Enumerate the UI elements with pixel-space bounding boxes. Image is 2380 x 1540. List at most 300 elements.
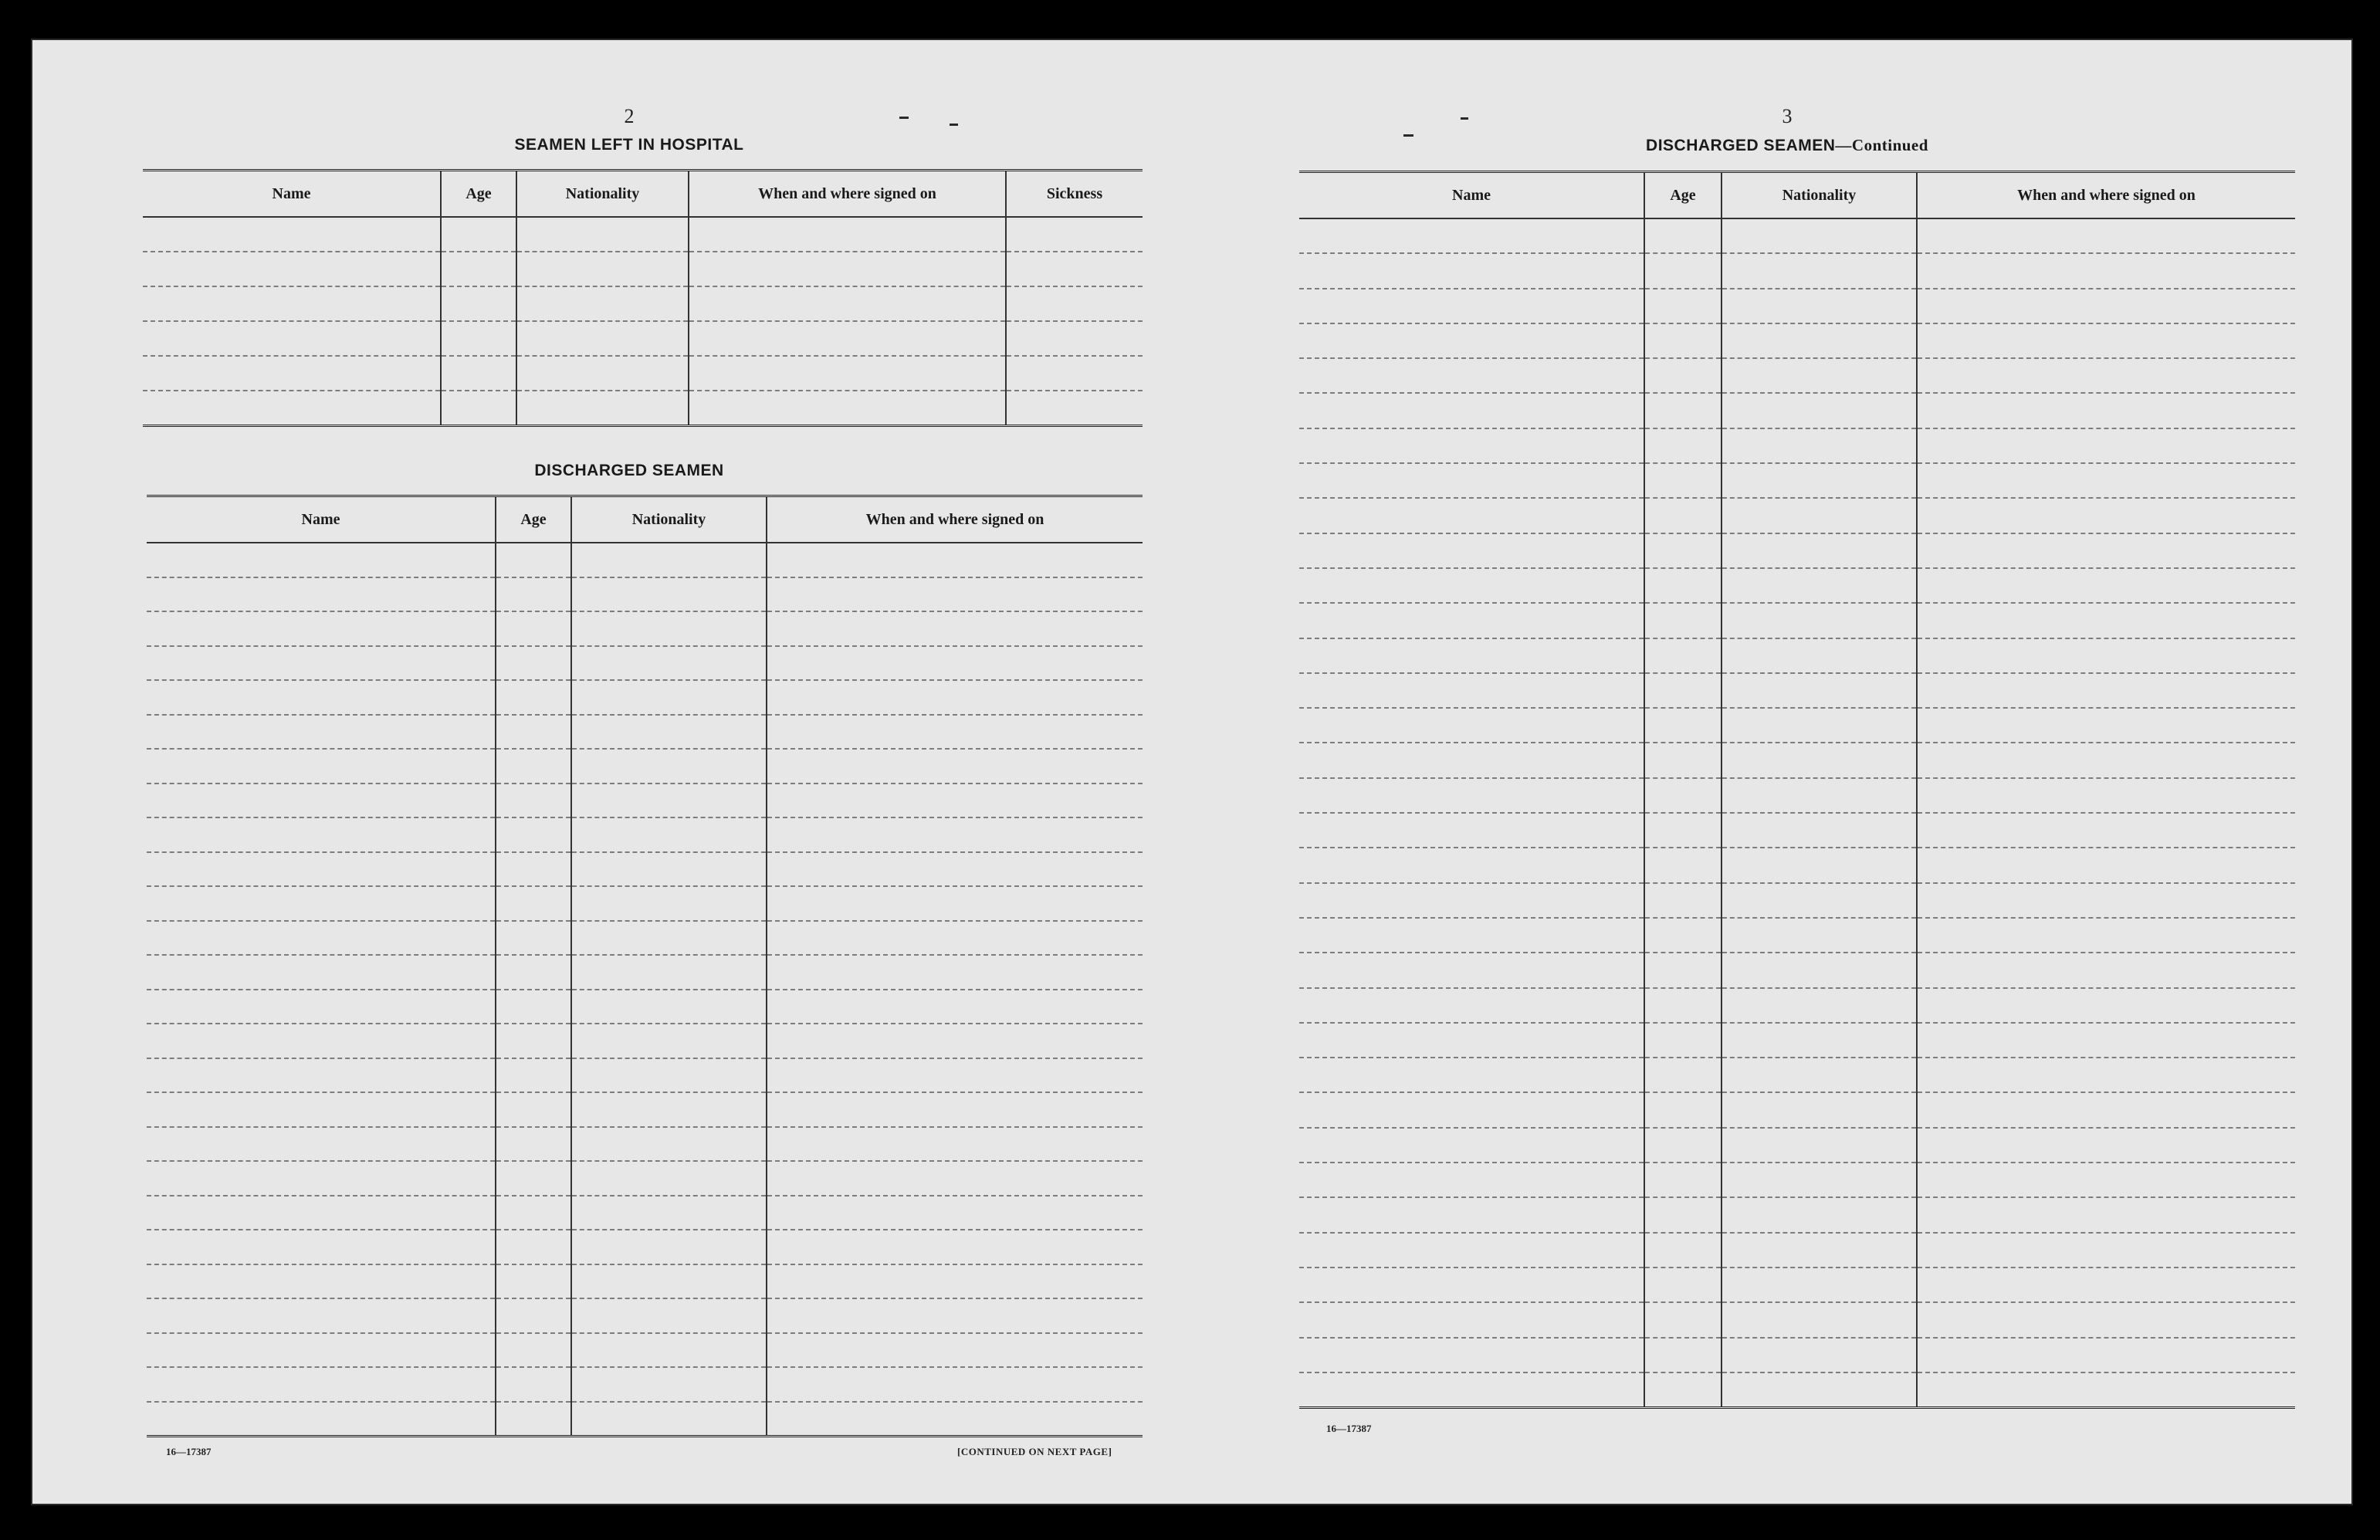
discharged-table [147,495,1143,1437]
blank-entry-cell [1299,1233,1644,1268]
blank-entry-cell [1644,1268,1722,1302]
blank-entry-cell [1917,1058,2295,1092]
blank-entry-cell [1644,638,1722,673]
table-row [147,1333,1143,1368]
blank-entry-cell [1644,848,1722,882]
blank-entry-cell [571,749,767,784]
table-row [147,852,1143,887]
column-header-signed-on: When and where signed on [689,171,1006,218]
blank-entry-cell [1644,813,1722,848]
column-header-sickness: Sickness [1006,171,1143,218]
blank-entry-cell [1917,1163,2295,1197]
blank-entry-cell [1722,848,1917,882]
blank-entry-cell [1722,603,1917,638]
blank-entry-cell [496,852,571,887]
blank-entry-cell [1722,393,1917,428]
blank-entry-cell [571,886,767,921]
blank-entry-cell [147,1230,496,1264]
blank-entry-cell [1644,1338,1722,1372]
blank-entry-cell [767,680,1143,715]
blank-entry-cell [1299,988,1644,1023]
blank-entry-cell [1722,673,1917,708]
blank-entry-cell [1917,289,2295,323]
table-row [1299,568,2295,603]
blank-entry-cell [496,715,571,750]
blank-entry-cell [1299,533,1644,568]
blank-entry-cell [767,784,1143,818]
blank-entry-cell [1644,673,1722,708]
blank-entry-cell [1299,1197,1644,1232]
blank-entry-cell [1006,391,1143,425]
blank-entry-cell [1644,253,1722,288]
form-number: 16—17387 [1326,1423,1372,1434]
blank-entry-cell [147,680,496,715]
blank-entry-cell [767,1402,1143,1437]
blank-entry-cell [147,543,496,577]
table-row [147,1298,1143,1333]
column-header-signed-on: When and where signed on [1917,172,2295,219]
blank-entry-cell [1722,1268,1917,1302]
blank-entry-cell [571,680,767,715]
blank-entry-cell [1299,1023,1644,1058]
blank-entry-cell [496,1367,571,1402]
blank-entry-cell [147,784,496,818]
table-row [143,286,1143,321]
section-title: DISCHARGED SEAMEN [1646,137,1836,154]
blank-entry-cell [571,990,767,1024]
blank-entry-cell [143,286,441,321]
blank-entry-cell [1299,289,1644,323]
hospital-section-title: SEAMEN LEFT IN HOSPITAL [514,136,744,154]
blank-entry-cell [1722,289,1917,323]
blank-entry-cell [1722,1197,1917,1232]
discharged-section-title: DISCHARGED SEAMEN [534,462,724,479]
table-row [1299,883,2295,918]
continued-note: [CONTINUED ON NEXT PAGE] [957,1446,1112,1457]
blank-entry-cell [1644,323,1722,358]
blank-entry-cell [767,852,1143,887]
blank-entry-cell [1644,918,1722,953]
blank-entry-cell [1722,953,1917,987]
blank-entry-cell [1644,1163,1722,1197]
blank-entry-cell [1722,568,1917,603]
blank-entry-cell [689,321,1006,356]
table-row [1299,848,2295,882]
blank-entry-cell [1722,1338,1917,1372]
blank-entry-cell [689,286,1006,321]
blank-entry-cell [1722,1163,1917,1197]
blank-entry-cell [1644,393,1722,428]
blank-entry-cell [767,921,1143,956]
blank-entry-cell [1006,321,1143,356]
blank-entry-cell [767,886,1143,921]
blank-entry-cell [1917,218,2295,253]
blank-entry-cell [1644,708,1722,743]
blank-entry-cell [496,955,571,990]
blank-entry-cell [767,1367,1143,1402]
table-row [143,321,1143,356]
blank-entry-cell [1299,498,1644,533]
blank-entry-cell [147,1367,496,1402]
blank-entry-cell [767,646,1143,681]
table-row [1299,743,2295,777]
blank-entry-cell [1722,1372,1917,1407]
blank-entry-cell [1644,1197,1722,1232]
table-row [1299,1058,2295,1092]
column-header-name: Name [1299,172,1644,219]
blank-entry-cell [1299,813,1644,848]
blank-entry-cell [571,611,767,646]
blank-entry-cell [1917,988,2295,1023]
table-row [147,817,1143,852]
table-row [147,1024,1143,1058]
column-header-age: Age [441,171,516,218]
table-row [1299,1372,2295,1407]
blank-entry-cell [571,646,767,681]
discharged-continued-table-body [1299,218,2295,1407]
table-row [147,1230,1143,1264]
table-row [1299,498,2295,533]
blank-entry-cell [1917,638,2295,673]
blank-entry-cell [1644,218,1722,253]
blank-entry-cell [767,1264,1143,1299]
blank-entry-cell [441,286,516,321]
blank-entry-cell [1644,1128,1722,1163]
blank-entry-cell [1299,918,1644,953]
blank-entry-cell [1722,323,1917,358]
blank-entry-cell [571,817,767,852]
blank-entry-cell [1644,1372,1722,1407]
blank-entry-cell [767,990,1143,1024]
table-row [1299,918,2295,953]
blank-entry-cell [1644,603,1722,638]
section-title-suffix: —Continued [1835,136,1928,154]
blank-entry-cell [767,1333,1143,1368]
table-row [143,391,1143,425]
blank-entry-cell [496,1058,571,1093]
blank-entry-cell [1299,1163,1644,1197]
blank-entry-cell [1722,463,1917,498]
blank-entry-cell [1299,848,1644,882]
blank-entry-cell [1917,498,2295,533]
blank-entry-cell [496,921,571,956]
table-row [1299,778,2295,813]
table-row [1299,218,2295,253]
blank-entry-cell [1917,323,2295,358]
blank-entry-cell [571,1092,767,1127]
blank-entry-cell [1299,463,1644,498]
blank-entry-cell [1722,1023,1917,1058]
blank-entry-cell [516,321,689,356]
blank-entry-cell [147,1402,496,1437]
blank-entry-cell [1722,883,1917,918]
form-number: 16—17387 [166,1446,212,1457]
blank-entry-cell [767,1024,1143,1058]
table-row [147,1161,1143,1196]
table-row [1299,708,2295,743]
blank-entry-cell [441,252,516,286]
blank-entry-cell [571,921,767,956]
table-row [147,1196,1143,1230]
blank-entry-cell [1644,568,1722,603]
blank-entry-cell [1644,289,1722,323]
table-row [147,715,1143,750]
blank-entry-cell [1722,778,1917,813]
blank-entry-cell [689,356,1006,391]
table-row [147,990,1143,1024]
page-number: 3 [1782,105,1793,127]
blank-entry-cell [571,1298,767,1333]
blank-entry-cell [689,217,1006,252]
table-row [147,577,1143,612]
blank-entry-cell [1917,1338,2295,1372]
column-header-nationality: Nationality [571,496,767,543]
page-number: 2 [624,105,635,127]
blank-entry-cell [441,217,516,252]
discharged-table-body [147,543,1143,1436]
blank-entry-cell [1299,358,1644,393]
blank-entry-cell [1917,953,2295,987]
blank-entry-cell [1006,252,1143,286]
blank-entry-cell [1299,1338,1644,1372]
blank-entry-cell [143,391,441,425]
right-page [1266,39,2308,1505]
blank-entry-cell [1299,743,1644,777]
blank-entry-cell [1722,918,1917,953]
table-row [1299,428,2295,463]
table-row [1299,1302,2295,1337]
table-row [1299,1233,2295,1268]
blank-entry-cell [147,1092,496,1127]
blank-entry-cell [496,1402,571,1437]
table-row [147,1092,1143,1127]
blank-entry-cell [496,680,571,715]
table-row [1299,673,2295,708]
blank-entry-cell [1917,1197,2295,1232]
blank-entry-cell [1006,286,1143,321]
table-row [147,1127,1143,1162]
blank-entry-cell [496,1196,571,1230]
table-row [1299,393,2295,428]
blank-entry-cell [571,1161,767,1196]
blank-entry-cell [1299,1372,1644,1407]
blank-entry-cell [767,955,1143,990]
blank-entry-cell [516,356,689,391]
blank-entry-cell [1644,1233,1722,1268]
blank-entry-cell [147,921,496,956]
blank-entry-cell [1299,323,1644,358]
table-row [1299,533,2295,568]
table-row [147,921,1143,956]
blank-entry-cell [1917,1302,2295,1337]
blank-entry-cell [1644,743,1722,777]
table-row [147,1058,1143,1093]
blank-entry-cell [1917,1233,2295,1268]
column-header-age: Age [1644,172,1722,219]
blank-entry-cell [441,321,516,356]
blank-entry-cell [1299,673,1644,708]
blank-entry-cell [1299,1268,1644,1302]
blank-entry-cell [147,1127,496,1162]
table-row [143,217,1143,252]
blank-entry-cell [1644,358,1722,393]
column-header-signed-on: When and where signed on [767,496,1143,543]
blank-entry-cell [516,252,689,286]
blank-entry-cell [1722,1128,1917,1163]
blank-entry-cell [767,749,1143,784]
blank-entry-cell [1917,253,2295,288]
table-row [147,646,1143,681]
blank-entry-cell [689,252,1006,286]
blank-entry-cell [1299,1302,1644,1337]
blank-entry-cell [1299,708,1644,743]
blank-entry-cell [571,955,767,990]
blank-entry-cell [1722,1233,1917,1268]
blank-entry-cell [571,1367,767,1402]
blank-entry-cell [1722,498,1917,533]
blank-entry-cell [571,543,767,577]
blank-entry-cell [496,817,571,852]
blank-entry-cell [1917,918,2295,953]
blank-entry-cell [147,886,496,921]
blank-entry-cell [1722,358,1917,393]
blank-entry-cell [571,715,767,750]
blank-entry-cell [571,1196,767,1230]
blank-entry-cell [1917,673,2295,708]
blank-entry-cell [1917,1128,2295,1163]
blank-entry-cell [1722,253,1917,288]
left-page [112,39,1146,1505]
blank-entry-cell [1006,217,1143,252]
blank-entry-cell [1299,218,1644,253]
blank-entry-cell [571,852,767,887]
blank-entry-cell [496,886,571,921]
blank-entry-cell [143,252,441,286]
blank-entry-cell [1917,428,2295,463]
blank-entry-cell [1644,883,1722,918]
blank-entry-cell [1917,533,2295,568]
blank-entry-cell [147,990,496,1024]
blank-entry-cell [1299,1058,1644,1092]
blank-entry-cell [496,1127,571,1162]
table-row [1299,988,2295,1023]
blank-entry-cell [1299,603,1644,638]
table-row [1299,358,2295,393]
blank-entry-cell [147,1333,496,1368]
blank-entry-cell [1722,988,1917,1023]
blank-entry-cell [571,1024,767,1058]
blank-entry-cell [1299,568,1644,603]
blank-entry-cell [767,1196,1143,1230]
blank-entry-cell [1644,1092,1722,1127]
blank-entry-cell [1299,1128,1644,1163]
table-row [147,1402,1143,1437]
blank-entry-cell [767,543,1143,577]
blank-entry-cell [147,749,496,784]
table-row [147,955,1143,990]
blank-entry-cell [496,1230,571,1264]
blank-entry-cell [496,1161,571,1196]
blank-entry-cell [516,391,689,425]
blank-entry-cell [767,1092,1143,1127]
table-row [147,886,1143,921]
blank-entry-cell [1722,533,1917,568]
blank-entry-cell [1722,218,1917,253]
column-header-name: Name [143,171,441,218]
table-row [147,784,1143,818]
blank-entry-cell [1644,988,1722,1023]
blank-entry-cell [1722,813,1917,848]
table-row [1299,1197,2295,1232]
blank-entry-cell [1917,603,2295,638]
discharged-continued-title [1266,136,2308,155]
blank-entry-cell [1299,393,1644,428]
blank-entry-cell [143,321,441,356]
blank-entry-cell [1299,638,1644,673]
hospital-table [143,169,1143,427]
blank-entry-cell [147,611,496,646]
table-row [1299,1023,2295,1058]
blank-entry-cell [767,1230,1143,1264]
blank-entry-cell [1644,463,1722,498]
blank-entry-cell [496,749,571,784]
blank-entry-cell [516,217,689,252]
blank-entry-cell [1722,743,1917,777]
blank-entry-cell [147,1024,496,1058]
blank-entry-cell [441,356,516,391]
table-row [1299,953,2295,987]
blank-entry-cell [143,356,441,391]
blank-entry-cell [147,715,496,750]
table-row [1299,463,2295,498]
blank-entry-cell [689,391,1006,425]
blank-entry-cell [1917,1268,2295,1302]
blank-entry-cell [767,1127,1143,1162]
blank-entry-cell [1917,708,2295,743]
column-header-nationality: Nationality [516,171,689,218]
table-row [147,680,1143,715]
blank-entry-cell [1644,1058,1722,1092]
blank-entry-cell [496,646,571,681]
blank-entry-cell [147,955,496,990]
table-row [1299,1268,2295,1302]
blank-entry-cell [147,577,496,612]
table-row [1299,289,2295,323]
blank-entry-cell [1299,883,1644,918]
blank-entry-cell [1644,953,1722,987]
discharged-continued-table [1299,171,2295,1409]
table-row [147,611,1143,646]
blank-entry-cell [1644,533,1722,568]
blank-entry-cell [147,1298,496,1333]
blank-entry-cell [767,817,1143,852]
blank-entry-cell [1917,743,2295,777]
blank-entry-cell [1722,638,1917,673]
blank-entry-cell [767,715,1143,750]
column-header-age: Age [496,496,571,543]
blank-entry-cell [1644,1302,1722,1337]
blank-entry-cell [496,784,571,818]
blank-entry-cell [1917,848,2295,882]
blank-entry-cell [1722,1302,1917,1337]
table-row [1299,813,2295,848]
table-row [147,1264,1143,1299]
blank-entry-cell [147,646,496,681]
blank-entry-cell [147,817,496,852]
blank-entry-cell [767,1161,1143,1196]
blank-entry-cell [147,852,496,887]
blank-entry-cell [1644,428,1722,463]
